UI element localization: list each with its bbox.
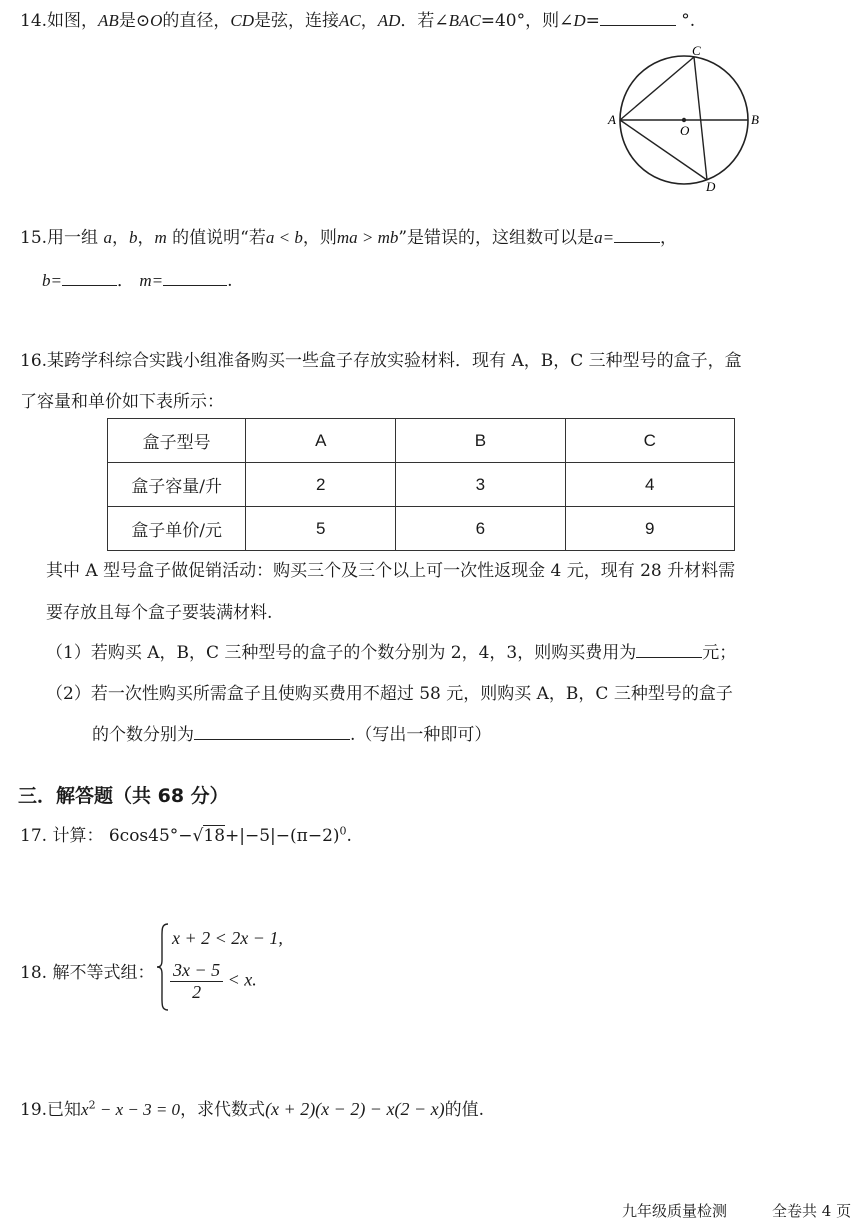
q14-bac: BAC — [448, 11, 481, 30]
q15-b-eq: b= — [42, 271, 62, 290]
q15-b-blank[interactable] — [62, 268, 117, 286]
q17-period: . — [346, 826, 352, 846]
q14-cd: CD — [230, 11, 254, 30]
chord-cd — [694, 57, 707, 180]
q18-den: 2 — [192, 982, 202, 1002]
q16-part2-text: 的个数分别为 — [92, 725, 194, 745]
q16-note2: 要存放且每个盒子要装满材料. — [46, 603, 273, 623]
q14-ad: AD — [377, 11, 401, 30]
q15-cond1: a < b — [265, 228, 303, 247]
table-cell: 2 — [246, 463, 396, 507]
q18-ineq2 — [170, 960, 257, 1003]
circle-diagram — [606, 42, 776, 202]
q16-part2-line2 — [92, 720, 491, 745]
table-cell: 5 — [246, 507, 396, 551]
q15-line1 — [20, 223, 677, 248]
q15-comma1: ， — [111, 228, 129, 248]
q14-number: 14. — [20, 11, 48, 31]
q15-period: . — [227, 271, 233, 291]
q15-text-a: 15.用一组 — [20, 228, 104, 248]
q14-ab: AB — [98, 11, 119, 30]
table-cell: 4 — [565, 463, 734, 507]
q15-a-eq: a= — [594, 228, 615, 247]
table-cell: 盒子容量/升 — [108, 463, 246, 507]
q14-o: O — [150, 11, 163, 30]
table-header-cell: 盒子型号 — [108, 419, 246, 463]
q16-part2-blank[interactable] — [194, 722, 350, 740]
q14-tail: °. — [675, 11, 696, 31]
q16-part1-blank[interactable] — [636, 640, 702, 658]
q14-text-d: 是弦，连接 — [253, 11, 339, 31]
footer-exam-name: 九年级质量检测 — [622, 1202, 728, 1220]
q19-mid: ，求代数式 — [180, 1100, 266, 1120]
q16-part2-line1: （2）若一次性购买所需盒子且使购买费用不超过 58 元，则购买 A，B，C 三种型号的盒子 — [46, 684, 733, 704]
q16-part1 — [46, 638, 736, 663]
table-cell: 3 — [396, 463, 565, 507]
q14-text-e: ．若∠ — [400, 11, 449, 31]
q15-m-blank[interactable] — [163, 268, 227, 286]
q14-text-g: = — [585, 11, 600, 31]
q19 — [20, 1095, 484, 1120]
q14-sep: ， — [360, 11, 378, 31]
q15-text-d: ”是错误的，这组数可以是 — [398, 228, 595, 248]
table-header-row — [108, 419, 735, 463]
q18-ineq2-tail: < x. — [227, 969, 257, 990]
q16-note1: 其中 A 型号盒子做促销活动：购买三个及三个以上可一次性返现金 4 元，现有 28 升材料需 — [46, 561, 736, 581]
q18-label: 18. 解不等式组： — [20, 963, 155, 983]
q19-tail: 的值. — [444, 1100, 484, 1120]
q15-text-c: ，则 — [302, 228, 337, 248]
q15-line2 — [42, 266, 233, 291]
q15-m-eq: m= — [139, 271, 164, 290]
q14-text-c: 的直径， — [162, 11, 231, 31]
chord-ad — [620, 120, 707, 180]
q19-expr: (x + 2)(x − 2) − x(2 − x) — [265, 1099, 445, 1119]
q15-b: b — [128, 228, 138, 247]
q14-text — [20, 6, 695, 31]
footer-page-count: 全卷共 4 页 — [772, 1202, 852, 1220]
q14-answer-blank[interactable] — [600, 8, 676, 26]
q16-line2: 了容量和单价如下表所示： — [20, 392, 224, 412]
brace-icon — [155, 922, 171, 1012]
q16-part1-tail: 元； — [702, 643, 737, 663]
q16-line1: 16.某跨学科综合实践小组准备购买一些盒子存放实验材料．现有 A，B，C 三种型号的盒子，盒 — [20, 351, 742, 371]
box-spec-table — [107, 418, 735, 551]
q17-expr-b: +|−5|−(π−2) — [225, 826, 340, 846]
q19-eq-a: x — [81, 1100, 89, 1119]
table-row — [108, 463, 735, 507]
label-d: D — [706, 179, 716, 194]
q17 — [20, 821, 352, 846]
chord-ac — [620, 57, 694, 120]
sqrt-symbol: √ — [192, 826, 204, 846]
table-row — [108, 507, 735, 551]
q15-comma2: ， — [137, 228, 155, 248]
label-c: C — [692, 43, 701, 58]
q14-text-f: =40°，则∠ — [480, 11, 574, 31]
q19-label: 19.已知 — [20, 1100, 82, 1120]
table-cell: 9 — [565, 507, 734, 551]
label-b: B — [751, 112, 759, 127]
q15-a: a — [103, 228, 112, 247]
table-header-cell: B — [396, 419, 565, 463]
q15-cond2: ma > mb — [336, 228, 399, 247]
q16-part1-text: （1）若购买 A，B，C 三种型号的盒子的个数分别为 2，4，3，则购买费用为 — [46, 643, 637, 663]
q15-comma-end: ， — [660, 228, 678, 248]
q14-text-a: 如图， — [47, 11, 99, 31]
center-dot — [682, 118, 686, 122]
q15-dot: ． — [116, 271, 134, 291]
table-cell: 6 — [396, 507, 565, 551]
q15-text-b: 的值说明“若 — [166, 228, 266, 248]
table-header-cell: A — [246, 419, 396, 463]
q17-expr-a: 6cos45°− — [108, 826, 193, 846]
table-header-cell: C — [565, 419, 734, 463]
q17-exp: 0 — [339, 824, 347, 838]
q17-label: 17. 计算： — [20, 826, 104, 846]
q18-fraction — [170, 960, 223, 1003]
q19-eq-exp: 2 — [88, 1098, 96, 1112]
label-a: A — [608, 112, 616, 127]
q15-a-blank[interactable] — [614, 225, 660, 243]
q17-sqrt-arg: 18 — [203, 826, 226, 846]
q15-m: m — [154, 228, 167, 247]
table-cell: 盒子单价/元 — [108, 507, 246, 551]
q18-num: 3x − 5 — [170, 960, 223, 982]
q19-eq-b: − x − 3 = 0 — [95, 1100, 181, 1119]
q16-part2-tail: .（写出一种即可） — [350, 725, 492, 745]
label-o: O — [680, 123, 690, 138]
q14-d: D — [573, 11, 586, 30]
section-title: 三．解答题（共 68 分） — [18, 785, 229, 807]
q18-ineq1: x + 2 < 2x − 1, — [172, 928, 283, 948]
q14-text-b: 是⊙ — [118, 11, 151, 31]
q14-ac: AC — [338, 11, 361, 30]
